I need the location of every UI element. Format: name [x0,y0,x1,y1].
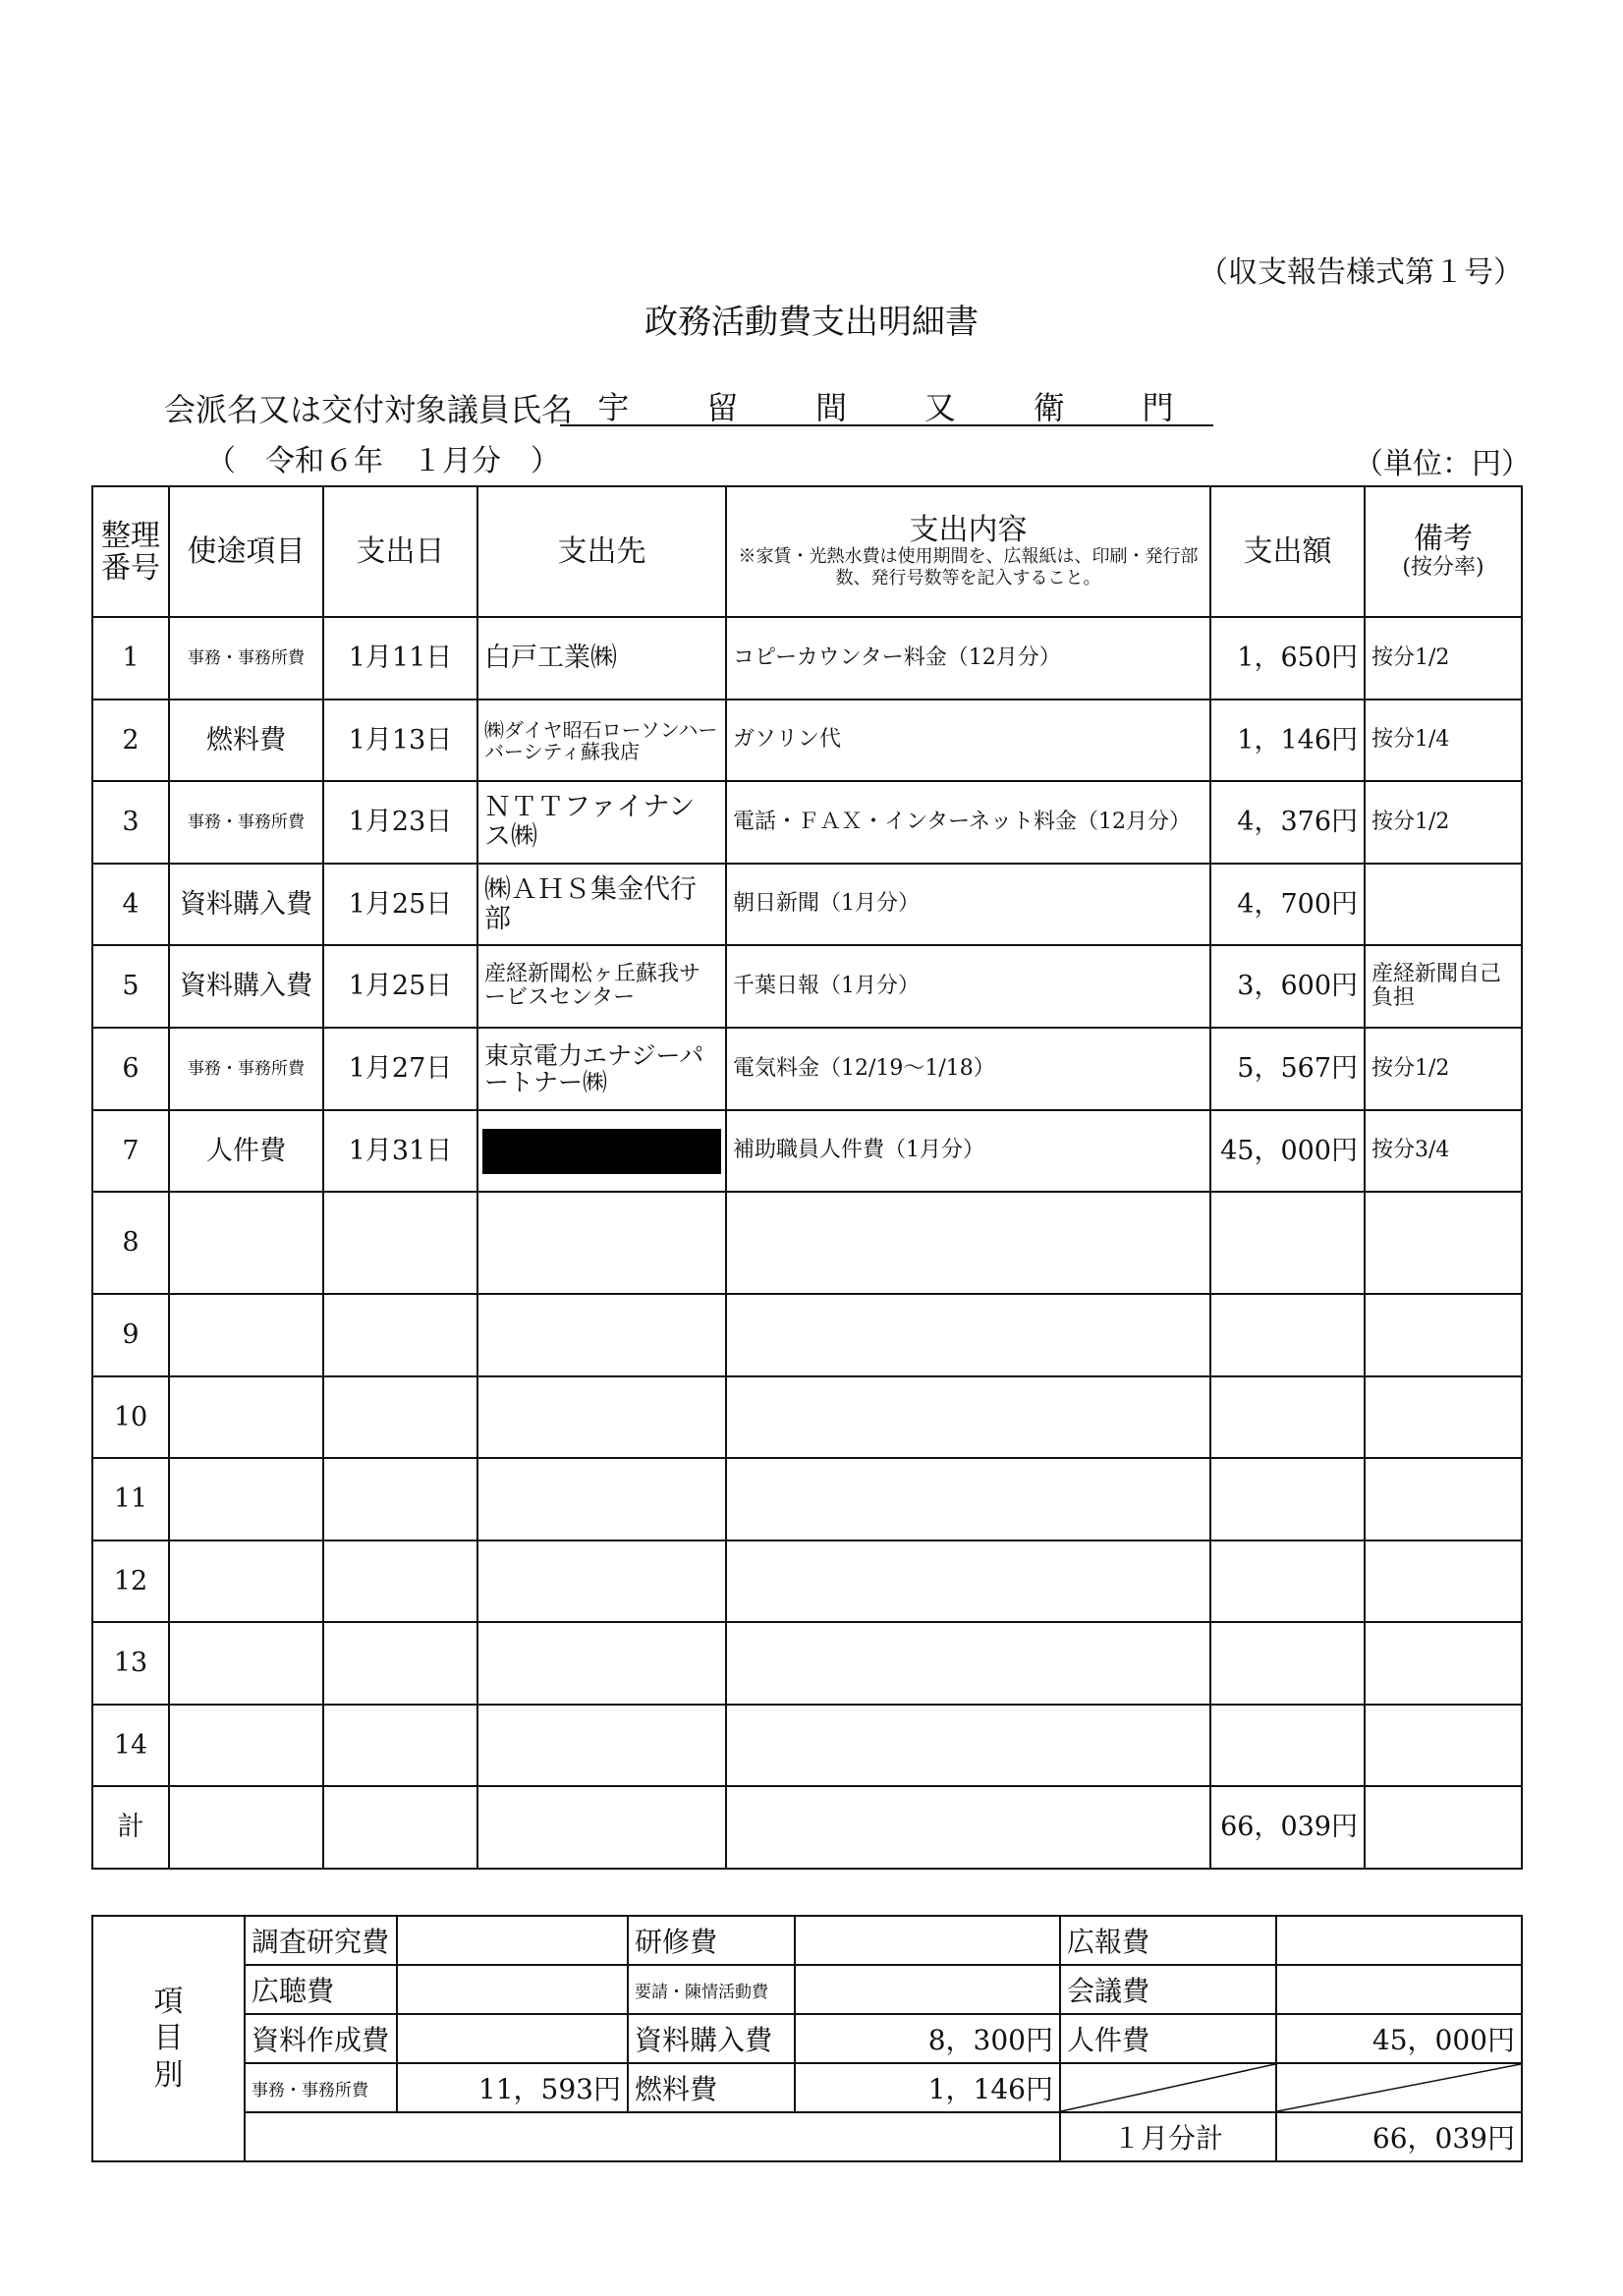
row-payee [477,1110,726,1192]
row-content: 電気料金（12/19～1/18） [726,1028,1210,1110]
org-name-char: 又 [923,389,958,426]
row-no: 8 [92,1192,169,1294]
row-payee: 産経新聞松ヶ丘蘇我サービスセンター [477,945,726,1028]
row-payee: 白戸工業㈱ [477,617,726,700]
row-amount: 3，600円 [1210,945,1365,1028]
label-yousei: 要請・陳情活動費 [628,1965,795,2014]
table-row [92,1192,1522,1294]
table-row [92,1028,1522,1110]
diagonal-line [1061,2064,1275,2111]
label-jimu: 事務・事務所費 [245,2063,397,2112]
side-label-char: 別 [153,2057,184,2093]
row-remarks: 按分1/4 [1365,700,1522,781]
value-kaigi [1276,1965,1522,2014]
table-row [92,700,1522,781]
diagonal-cell [1060,2063,1276,2112]
form-number: （収支報告様式第１号） [1199,255,1523,290]
label-shiryo-sakusei: 資料作成費 [245,2014,397,2063]
value-shiryo-sakusei [397,2014,628,2063]
row-date: 1月27日 [323,1028,477,1110]
value-jimu: 11，593円 [397,2063,628,2112]
row-content: 補助職員人件費（1月分） [726,1110,1210,1192]
table-row [92,1376,1522,1458]
row-no: 1 [92,617,169,700]
value-nenryo: 1，146円 [795,2063,1060,2112]
row-remarks [1365,864,1522,945]
org-name-char: 門 [1142,389,1176,426]
redacted-block [482,1129,721,1174]
row-remarks: 按分3/4 [1365,1110,1522,1192]
row-no: 10 [92,1376,169,1458]
row-content: 千葉日報（1月分） [726,945,1210,1028]
row-remarks: 按分1/2 [1365,781,1522,864]
row-amount: 4，376円 [1210,781,1365,864]
total-amount: 66，039円 [1210,1786,1365,1869]
label-jinken: 人件費 [1060,2014,1276,2063]
org-name-char: 宇 [597,389,632,426]
org-name [560,383,1213,426]
diagonal-line [1277,2064,1521,2111]
unit-label: （単位：円） [1354,447,1531,481]
header-item: 使途項目 [169,486,323,617]
value-jinken: 45，000円 [1276,2014,1522,2063]
row-amount: 1，146円 [1210,700,1365,781]
org-name-char: 留 [706,389,741,426]
header-content-title: 支出内容 [909,513,1028,548]
table-row [92,1622,1522,1705]
org-name-char: 間 [815,389,850,426]
header-content [726,486,1210,617]
value-kouhou [1276,1916,1522,1965]
table-row [92,1110,1522,1192]
row-item: 事務・事務所費 [169,617,323,700]
row-no: 5 [92,945,169,1028]
header-date: 支出日 [323,486,477,617]
header-no: 整理番号 [92,486,169,617]
label-kouhou: 広報費 [1060,1916,1276,1965]
row-item: 資料購入費 [169,864,323,945]
row-content: コピーカウンター料金（12月分） [726,617,1210,700]
value-shiryo-kounyu: 8，300円 [795,2014,1060,2063]
table-row [92,1458,1522,1540]
row-no: 9 [92,1294,169,1376]
month-total-label: １月分計 [1060,2112,1276,2161]
table-row [92,1540,1522,1622]
label-shiryo-kounyu: 資料購入費 [628,2014,795,2063]
row-item: 事務・事務所費 [169,781,323,864]
row-no: 11 [92,1458,169,1540]
row-amount: 1，650円 [1210,617,1365,700]
total-label: 計 [92,1786,169,1869]
row-payee: 東京電力エナジーパートナー㈱ [477,1028,726,1110]
row-content: 電話・ＦＡＸ・インターネット料金（12月分） [726,781,1210,864]
side-label-char: 目 [153,2021,184,2056]
row-item: 人件費 [169,1110,323,1192]
table-header-row [92,486,1522,617]
row-amount: 5，567円 [1210,1028,1365,1110]
header-payee: 支出先 [477,486,726,617]
header-remarks [1365,486,1522,617]
header-remarks-title: 備考 [1414,521,1473,556]
category-summary-table [91,1915,1523,2162]
header-content-note: ※家賃・光熱水費は使用期間を、広報紙は、印刷・発行部数、発行号数等を記入すること。 [738,546,1199,588]
side-label-char: 項 [153,1984,184,2019]
row-remarks: 産経新聞自己負担 [1365,945,1522,1028]
row-no: 2 [92,700,169,781]
row-item: 燃料費 [169,700,323,781]
table-row [92,1294,1522,1376]
row-no: 4 [92,864,169,945]
row-no: 7 [92,1110,169,1192]
row-content: 朝日新聞（1月分） [726,864,1210,945]
value-kenshu [795,1916,1060,1965]
row-remarks: 按分1/2 [1365,1028,1522,1110]
row-item: 事務・事務所費 [169,1028,323,1110]
row-amount: 4，700円 [1210,864,1365,945]
label-kaigi: 会議費 [1060,1965,1276,2014]
row-no: 13 [92,1622,169,1705]
row-payee: ＮＴＴファイナンス㈱ [477,781,726,864]
document-title: 政務活動費支出明細書 [644,303,979,342]
table-row [92,781,1522,864]
month-total-value: 66，039円 [1276,2112,1522,2161]
row-date: 1月25日 [323,945,477,1028]
header-amount: 支出額 [1210,486,1365,617]
header-remarks-sub: (按分率) [1402,554,1484,580]
row-no: 3 [92,781,169,864]
row-date: 1月13日 [323,700,477,781]
row-no: 14 [92,1705,169,1786]
row-payee: ㈱ダイヤ昭石ローソンハーバーシティ蘇我店 [477,700,726,781]
label-kenshu: 研修費 [628,1916,795,1965]
row-date: 1月23日 [323,781,477,864]
total-row [92,1786,1522,1869]
table-row [92,1705,1522,1786]
label-nenryo: 燃料費 [628,2063,795,2112]
row-item: 資料購入費 [169,945,323,1028]
table-row [92,864,1522,945]
row-remarks: 按分1/2 [1365,617,1522,700]
table-row [92,617,1522,700]
row-date: 1月25日 [323,864,477,945]
label-koucho: 広聴費 [245,1965,397,2014]
period: （ 令和６年 １月分 ） [206,444,560,478]
org-name-char: 衛 [1033,389,1067,426]
diagonal-cell [1276,2063,1522,2112]
row-content: ガソリン代 [726,700,1210,781]
row-no: 12 [92,1540,169,1622]
row-date: 1月31日 [323,1110,477,1192]
label-chousa: 調査研究費 [245,1916,397,1965]
value-yousei [795,1965,1060,2014]
table-row [92,945,1522,1028]
expense-table [91,485,1523,1870]
row-payee: ㈱ＡＨＳ集金代行部 [477,864,726,945]
value-chousa [397,1916,628,1965]
row-date: 1月11日 [323,617,477,700]
row-amount: 45，000円 [1210,1110,1365,1192]
org-label: 会派名又は交付対象議員氏名 [164,391,574,428]
value-koucho [397,1965,628,2014]
summary-side-label [92,1916,245,2161]
row-no: 6 [92,1028,169,1110]
